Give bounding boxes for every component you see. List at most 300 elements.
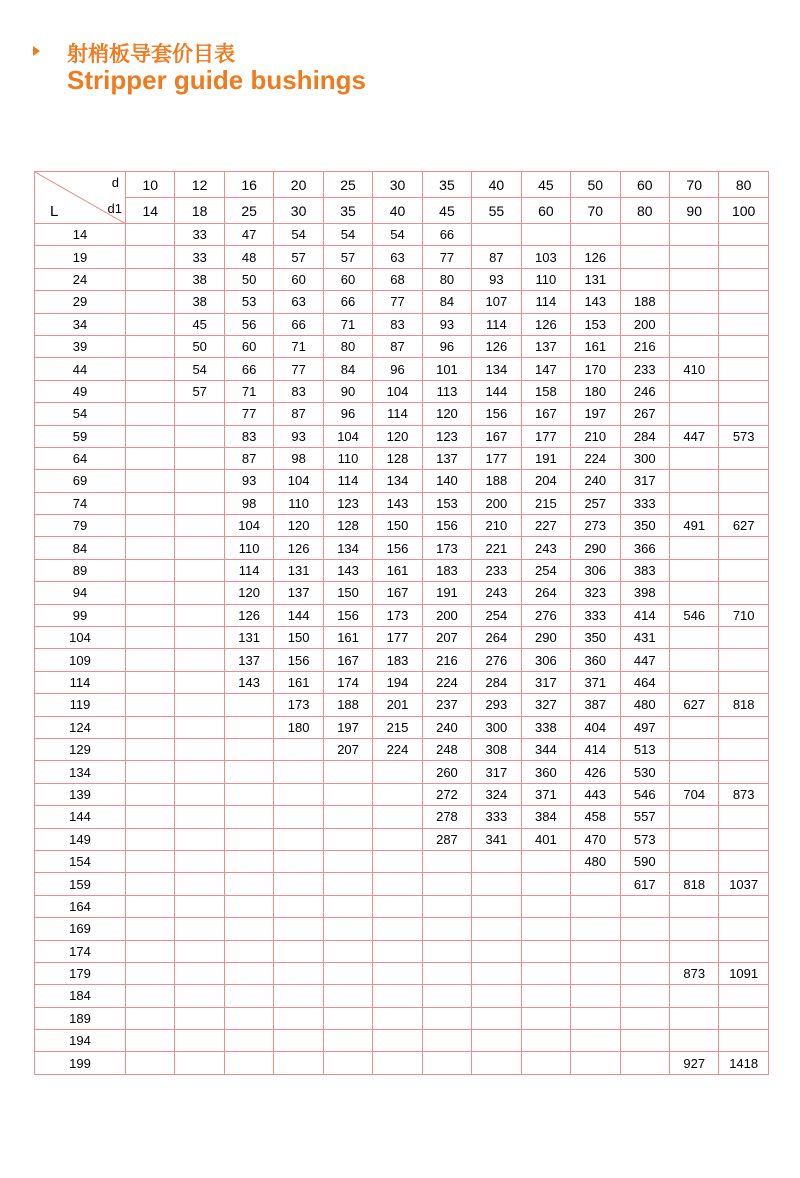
header-d1-cell: 35 (323, 198, 372, 224)
price-cell: 54 (274, 224, 323, 246)
header-d1-cell: 60 (521, 198, 570, 224)
price-cell: 204 (521, 470, 570, 492)
price-cell: 114 (224, 559, 273, 581)
header-d-cell: 10 (126, 172, 175, 198)
price-cell (719, 671, 768, 693)
price-cell (175, 1052, 224, 1074)
price-cell: 134 (323, 537, 372, 559)
price-cell (571, 873, 620, 895)
price-cell (175, 716, 224, 738)
price-cell (175, 515, 224, 537)
price-cell: 56 (224, 313, 273, 335)
price-cell: 77 (274, 358, 323, 380)
price-cell (669, 268, 718, 290)
price-cell: 300 (620, 447, 669, 469)
price-cell: 80 (323, 335, 372, 357)
price-cell (422, 1007, 471, 1029)
header-d-cell: 70 (669, 172, 718, 198)
price-cell: 180 (571, 380, 620, 402)
price-cell (126, 761, 175, 783)
price-cell (126, 268, 175, 290)
price-cell (126, 537, 175, 559)
row-length-cell: 159 (35, 873, 126, 895)
price-cell (571, 918, 620, 940)
price-cell (719, 738, 768, 760)
price-cell: 341 (472, 828, 521, 850)
price-cell (373, 783, 422, 805)
price-cell (669, 335, 718, 357)
price-cell: 104 (323, 425, 372, 447)
price-cell (175, 806, 224, 828)
price-cell: 443 (571, 783, 620, 805)
price-cell (126, 1007, 175, 1029)
header-d-cell: 25 (323, 172, 372, 198)
price-cell (323, 1007, 372, 1029)
price-cell (719, 985, 768, 1007)
price-cell (719, 850, 768, 872)
row-length-cell: 134 (35, 761, 126, 783)
price-cell (175, 627, 224, 649)
row-length-cell: 74 (35, 492, 126, 514)
header-d-cell: 40 (472, 172, 521, 198)
price-cell: 177 (521, 425, 570, 447)
price-cell (224, 918, 273, 940)
price-cell (126, 291, 175, 313)
table-row (35, 1007, 769, 1029)
price-cell: 45 (175, 313, 224, 335)
price-cell (175, 873, 224, 895)
price-cell: 207 (422, 627, 471, 649)
price-cell: 366 (620, 537, 669, 559)
price-cell: 77 (224, 403, 273, 425)
price-cell: 344 (521, 738, 570, 760)
price-cell (373, 1007, 422, 1029)
price-cell: 287 (422, 828, 471, 850)
price-cell (669, 470, 718, 492)
price-cell (126, 1052, 175, 1074)
price-cell: 404 (571, 716, 620, 738)
price-cell (373, 985, 422, 1007)
price-cell: 137 (224, 649, 273, 671)
price-cell (620, 985, 669, 1007)
price-cell (719, 940, 768, 962)
price-cell (422, 1052, 471, 1074)
header-d-cell: 20 (274, 172, 323, 198)
price-cell (719, 895, 768, 917)
price-cell: 704 (669, 783, 718, 805)
price-cell: 387 (571, 694, 620, 716)
price-cell: 131 (571, 268, 620, 290)
corner-label-d: d (111, 175, 119, 190)
price-cell: 77 (422, 246, 471, 268)
price-cell: 173 (373, 604, 422, 626)
price-cell (521, 985, 570, 1007)
price-cell: 627 (669, 694, 718, 716)
price-cell: 167 (373, 582, 422, 604)
price-cell: 134 (373, 470, 422, 492)
price-cell (224, 694, 273, 716)
price-cell (620, 1007, 669, 1029)
price-cell (373, 850, 422, 872)
price-cell (373, 1030, 422, 1052)
price-cell: 114 (472, 313, 521, 335)
price-cell: 243 (521, 537, 570, 559)
price-cell: 284 (620, 425, 669, 447)
price-cell: 480 (620, 694, 669, 716)
price-cell: 60 (274, 268, 323, 290)
price-cell: 317 (472, 761, 521, 783)
price-cell: 276 (472, 649, 521, 671)
price-cell (472, 873, 521, 895)
price-cell (323, 806, 372, 828)
price-cell: 93 (422, 313, 471, 335)
price-cell (126, 515, 175, 537)
price-cell: 338 (521, 716, 570, 738)
price-cell (571, 224, 620, 246)
price-cell: 120 (422, 403, 471, 425)
header-d1-cell: 45 (422, 198, 471, 224)
table-row (35, 447, 769, 469)
price-cell: 131 (274, 559, 323, 581)
price-cell (274, 962, 323, 984)
price-cell (126, 335, 175, 357)
price-cell: 98 (274, 447, 323, 469)
price-cell (126, 224, 175, 246)
price-cell (224, 1007, 273, 1029)
price-cell: 110 (224, 537, 273, 559)
title-english: Stripper guide bushings (67, 65, 367, 95)
price-cell (224, 1052, 273, 1074)
table-row (35, 918, 769, 940)
price-cell: 215 (521, 492, 570, 514)
price-cell (669, 1030, 718, 1052)
price-cell: 120 (373, 425, 422, 447)
price-cell: 927 (669, 1052, 718, 1074)
price-cell (175, 537, 224, 559)
header-d-cell: 50 (571, 172, 620, 198)
price-cell: 210 (571, 425, 620, 447)
table-row (35, 783, 769, 805)
table-row (35, 604, 769, 626)
row-length-cell: 94 (35, 582, 126, 604)
price-cell (274, 806, 323, 828)
price-cell (719, 403, 768, 425)
price-cell (472, 918, 521, 940)
price-cell: 183 (373, 649, 422, 671)
table-row (35, 1030, 769, 1052)
price-cell (472, 1052, 521, 1074)
price-cell (422, 918, 471, 940)
price-cell (719, 335, 768, 357)
price-cell: 173 (274, 694, 323, 716)
price-cell (175, 783, 224, 805)
header-d-cell: 60 (620, 172, 669, 198)
price-cell: 123 (422, 425, 471, 447)
price-cell: 68 (373, 268, 422, 290)
price-cell (620, 1052, 669, 1074)
price-cell (719, 828, 768, 850)
price-cell (126, 403, 175, 425)
price-cell (669, 559, 718, 581)
price-cell (126, 492, 175, 514)
price-cell (373, 962, 422, 984)
price-cell (719, 582, 768, 604)
price-cell (719, 268, 768, 290)
price-cell (175, 985, 224, 1007)
price-cell: 120 (224, 582, 273, 604)
price-cell (571, 895, 620, 917)
header-d1-cell: 70 (571, 198, 620, 224)
price-cell: 66 (224, 358, 273, 380)
price-cell: 237 (422, 694, 471, 716)
price-cell (571, 940, 620, 962)
price-cell: 156 (274, 649, 323, 671)
price-cell: 590 (620, 850, 669, 872)
price-cell (274, 895, 323, 917)
price-cell: 324 (472, 783, 521, 805)
triangle-marker-icon (33, 46, 40, 56)
price-cell (719, 470, 768, 492)
row-length-cell: 39 (35, 335, 126, 357)
price-cell: 126 (521, 313, 570, 335)
header-d1-cell: 80 (620, 198, 669, 224)
table-row (35, 246, 769, 268)
header-row-d1 (35, 198, 769, 224)
row-length-cell: 154 (35, 850, 126, 872)
header-d-cell: 16 (224, 172, 273, 198)
header-d-cell: 30 (373, 172, 422, 198)
price-cell: 143 (571, 291, 620, 313)
price-cell (669, 895, 718, 917)
price-cell: 177 (472, 447, 521, 469)
price-cell: 114 (521, 291, 570, 313)
table-row (35, 671, 769, 693)
price-cell: 60 (224, 335, 273, 357)
price-cell: 1418 (719, 1052, 768, 1074)
price-cell: 66 (422, 224, 471, 246)
price-cell (571, 1007, 620, 1029)
price-cell: 66 (274, 313, 323, 335)
price-cell (422, 1030, 471, 1052)
price-cell (323, 1030, 372, 1052)
price-cell (126, 783, 175, 805)
price-cell (422, 985, 471, 1007)
price-cell: 93 (224, 470, 273, 492)
table-row (35, 738, 769, 760)
price-cell (472, 940, 521, 962)
header-d1-cell: 40 (373, 198, 422, 224)
price-cell: 126 (571, 246, 620, 268)
price-cell: 63 (373, 246, 422, 268)
price-cell (669, 447, 718, 469)
price-cell: 161 (571, 335, 620, 357)
price-cell: 350 (571, 627, 620, 649)
price-cell (719, 537, 768, 559)
header-d1-cell: 90 (669, 198, 718, 224)
price-cell (472, 1030, 521, 1052)
price-cell (669, 380, 718, 402)
price-cell: 47 (224, 224, 273, 246)
price-cell (126, 425, 175, 447)
price-cell: 143 (224, 671, 273, 693)
price-cell: 546 (669, 604, 718, 626)
price-cell (126, 828, 175, 850)
price-cell: 317 (620, 470, 669, 492)
price-cell (669, 1007, 718, 1029)
row-length-cell: 89 (35, 559, 126, 581)
price-cell: 426 (571, 761, 620, 783)
price-cell (571, 1030, 620, 1052)
price-cell: 278 (422, 806, 471, 828)
price-cell (224, 895, 273, 917)
price-cell (422, 940, 471, 962)
price-cell (521, 1030, 570, 1052)
price-cell: 57 (274, 246, 323, 268)
price-cell: 134 (472, 358, 521, 380)
price-cell (669, 738, 718, 760)
price-cell: 90 (323, 380, 372, 402)
price-cell (323, 985, 372, 1007)
table-row (35, 358, 769, 380)
price-cell (126, 806, 175, 828)
price-cell (669, 940, 718, 962)
price-cell (373, 940, 422, 962)
price-cell: 306 (571, 559, 620, 581)
price-cell: 71 (323, 313, 372, 335)
price-cell: 227 (521, 515, 570, 537)
price-cell (669, 850, 718, 872)
price-cell (224, 940, 273, 962)
price-cell (126, 918, 175, 940)
table-row (35, 940, 769, 962)
price-cell: 710 (719, 604, 768, 626)
price-cell (669, 582, 718, 604)
price-cell (373, 873, 422, 895)
row-length-cell: 169 (35, 918, 126, 940)
price-cell (521, 940, 570, 962)
row-length-cell: 114 (35, 671, 126, 693)
row-length-cell: 19 (35, 246, 126, 268)
price-cell: 233 (620, 358, 669, 380)
price-cell: 38 (175, 268, 224, 290)
table-row (35, 425, 769, 447)
price-cell: 300 (472, 716, 521, 738)
price-cell: 513 (620, 738, 669, 760)
price-cell: 410 (669, 358, 718, 380)
table-row (35, 492, 769, 514)
price-cell: 147 (521, 358, 570, 380)
price-cell (373, 895, 422, 917)
price-cell (274, 761, 323, 783)
price-cell: 197 (571, 403, 620, 425)
price-table (34, 171, 769, 1075)
price-cell: 224 (571, 447, 620, 469)
price-cell: 818 (669, 873, 718, 895)
price-cell: 447 (620, 649, 669, 671)
header-d-cell: 80 (719, 172, 768, 198)
price-cell: 63 (274, 291, 323, 313)
price-cell (669, 313, 718, 335)
price-cell (323, 962, 372, 984)
row-length-cell: 29 (35, 291, 126, 313)
price-cell (669, 224, 718, 246)
price-cell (669, 537, 718, 559)
price-cell (175, 940, 224, 962)
price-cell (669, 403, 718, 425)
price-cell (669, 761, 718, 783)
price-cell: 156 (373, 537, 422, 559)
price-cell: 191 (521, 447, 570, 469)
price-cell: 818 (719, 694, 768, 716)
price-cell: 360 (521, 761, 570, 783)
price-cell: 617 (620, 873, 669, 895)
price-cell: 53 (224, 291, 273, 313)
row-length-cell: 109 (35, 649, 126, 671)
price-cell: 323 (571, 582, 620, 604)
price-cell (175, 559, 224, 581)
price-cell: 128 (323, 515, 372, 537)
price-cell: 110 (274, 492, 323, 514)
price-cell: 113 (422, 380, 471, 402)
price-cell (274, 918, 323, 940)
price-cell (126, 850, 175, 872)
row-length-cell: 34 (35, 313, 126, 335)
table-row (35, 850, 769, 872)
price-cell: 557 (620, 806, 669, 828)
price-cell: 201 (373, 694, 422, 716)
price-cell: 83 (224, 425, 273, 447)
price-cell: 150 (274, 627, 323, 649)
price-cell (719, 627, 768, 649)
price-cell (719, 358, 768, 380)
table-row (35, 224, 769, 246)
price-cell: 137 (521, 335, 570, 357)
price-cell: 96 (373, 358, 422, 380)
price-cell: 183 (422, 559, 471, 581)
price-cell: 158 (521, 380, 570, 402)
price-cell: 254 (521, 559, 570, 581)
price-cell (175, 1030, 224, 1052)
price-cell: 350 (620, 515, 669, 537)
price-cell (224, 783, 273, 805)
price-cell: 126 (224, 604, 273, 626)
price-cell (620, 224, 669, 246)
row-length-cell: 54 (35, 403, 126, 425)
price-cell: 240 (571, 470, 620, 492)
price-cell (175, 828, 224, 850)
price-cell: 167 (472, 425, 521, 447)
price-cell (719, 447, 768, 469)
table-row (35, 515, 769, 537)
price-cell (669, 671, 718, 693)
price-cell: 215 (373, 716, 422, 738)
price-cell: 308 (472, 738, 521, 760)
price-cell: 177 (373, 627, 422, 649)
corner-label-d1: d1 (107, 201, 122, 216)
table-row (35, 291, 769, 313)
price-cell: 221 (472, 537, 521, 559)
price-cell: 87 (224, 447, 273, 469)
table-row (35, 470, 769, 492)
price-cell: 110 (323, 447, 372, 469)
price-cell: 248 (422, 738, 471, 760)
row-length-cell: 119 (35, 694, 126, 716)
price-cell (224, 828, 273, 850)
price-cell: 60 (323, 268, 372, 290)
price-cell: 114 (323, 470, 372, 492)
table-row (35, 1052, 769, 1074)
price-cell (224, 806, 273, 828)
